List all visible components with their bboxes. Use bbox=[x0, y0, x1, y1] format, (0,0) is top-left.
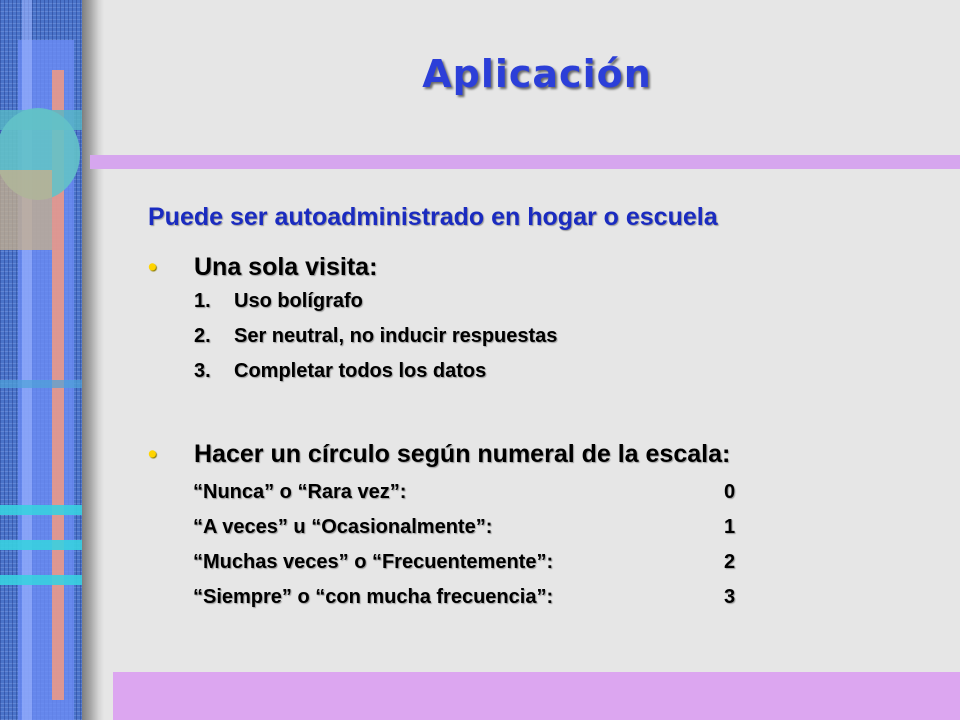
step-text: Ser neutral, no inducir respuestas bbox=[234, 325, 558, 347]
decorative-band bbox=[0, 380, 82, 388]
scale-label: “Muchas veces” o “Frecuentemente”: bbox=[193, 551, 554, 573]
step-number: 2. bbox=[194, 325, 211, 347]
scale-label: “A veces” u “Ocasionalmente”: bbox=[193, 516, 493, 538]
slide-title: Aplicación bbox=[422, 52, 652, 96]
decorative-left-strip bbox=[0, 0, 82, 720]
top-accent-bar bbox=[90, 155, 960, 169]
scale-value: 1 bbox=[724, 516, 736, 538]
bullet-label: Hacer un círculo según numeral de la escala: bbox=[194, 440, 731, 468]
step-text: Uso bolígrafo bbox=[234, 290, 363, 312]
scale-label: “Siempre” o “con mucha frecuencia”: bbox=[193, 586, 554, 608]
strip-shadow bbox=[82, 0, 104, 720]
bottom-accent-bar bbox=[113, 672, 960, 720]
bullet-label: Una sola visita: bbox=[194, 253, 378, 281]
bullet-icon: • bbox=[148, 253, 157, 281]
step-number: 3. bbox=[194, 360, 211, 382]
bullet-icon: • bbox=[148, 440, 157, 468]
scale-label: “Nunca” o “Rara vez”: bbox=[193, 481, 407, 503]
decorative-bar bbox=[0, 575, 82, 585]
intro-text: Puede ser autoadministrado en hogar o escuela bbox=[148, 203, 718, 231]
scale-value: 0 bbox=[724, 481, 736, 503]
decorative-bar bbox=[0, 540, 82, 550]
step-text: Completar todos los datos bbox=[234, 360, 487, 382]
step-number: 1. bbox=[194, 290, 211, 312]
decorative-bar bbox=[0, 505, 82, 515]
scale-value: 2 bbox=[724, 551, 736, 573]
scale-value: 3 bbox=[724, 586, 736, 608]
decorative-block bbox=[0, 170, 52, 250]
